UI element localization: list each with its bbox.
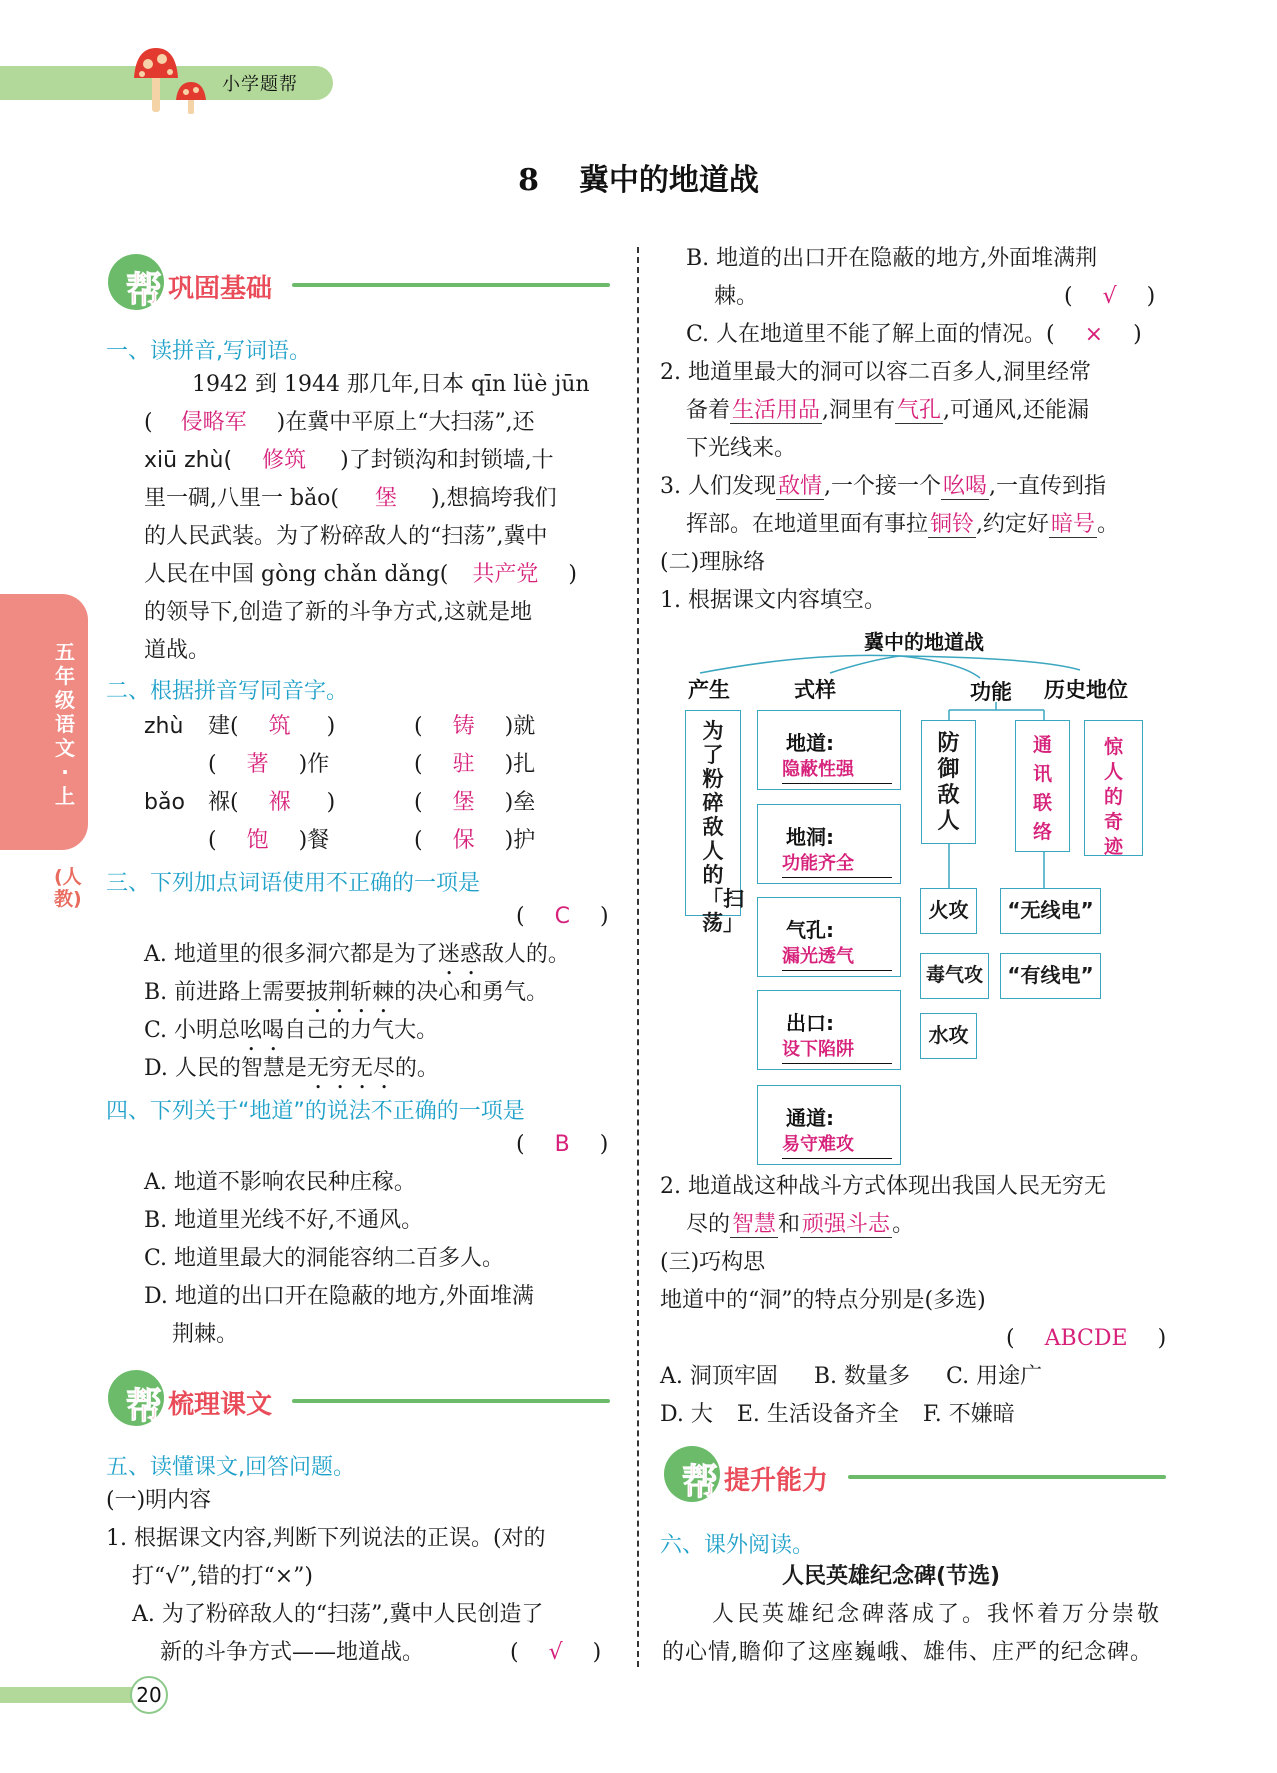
text: 。 [1097,512,1120,537]
attack-box: 毒气攻 [920,953,989,999]
answer-blank[interactable]: C [554,904,570,929]
style-key: 气孔: [786,918,834,942]
text: ( [414,828,423,853]
answer-blank[interactable]: 侵略军 [180,410,247,435]
reading-line: 人民英雄纪念碑落成了。我怀着万分崇敬 [712,1602,1163,1627]
history-answer[interactable]: 惊人的奇迹 [1103,736,1123,858]
text: )护 [504,828,536,853]
answer-blank[interactable]: 饱 [246,828,269,853]
diagram-root: 冀中的地道战 [864,630,984,654]
answer-blank[interactable]: ABCDE [1044,1326,1128,1351]
text: 褓( [208,790,239,815]
q5-line: C. 人在地道里不能了解上面的情况。( × ) [686,322,1142,347]
text: 和 [778,1212,801,1237]
homophone-item [208,788,335,818]
q5-line: 1. 根据课文内容,判断下列说法的正误。(对的 [106,1526,546,1551]
answer-blank[interactable]: 堡 [452,790,475,815]
q4-option: D. 地道的出口开在隐蔽的地方,外面堆满 [144,1284,534,1309]
style-box [757,897,901,977]
text: 。 [892,1212,915,1237]
q3-option [144,978,548,1018]
q3-option [144,1016,438,1056]
q1-line [144,560,577,590]
q4-option: 荆棘。 [172,1322,239,1347]
text: C. 小明总 [144,1018,241,1043]
choice: F. 不嫌暗 [922,1402,1015,1427]
q5-line [686,1210,914,1240]
text: 的。 [394,1056,439,1081]
answer-blank[interactable]: 铜铃 [930,512,975,537]
q5-line [686,510,1119,540]
section-banner-basics [108,254,610,314]
diagram-category: 产生 [688,678,730,702]
style-answer[interactable]: 易守难攻 [782,1130,892,1159]
q1-line: 道战。 [144,638,211,663]
lesson-number: 8 [518,163,539,198]
text: ),想搞垮我们 [431,486,557,511]
homophone-item [208,750,329,780]
q5-line [686,396,1089,426]
style-box [757,1085,901,1165]
text: ,可通风,还能漏 [943,398,1090,423]
q3-option [144,940,570,980]
text: ) [326,790,336,815]
q3-option [144,1054,439,1094]
q6-heading: 六、课外阅读。 [660,1533,815,1558]
answer-blank[interactable]: 共产党 [472,562,539,587]
text: C. 人在地道里不能了解上面的情况。( [686,322,1055,347]
banner-line [292,1399,610,1403]
q1-line: 的领导下,创造了新的斗争方式,这就是地 [144,600,532,625]
answer-blank[interactable]: 筑 [268,714,291,739]
text: ,一直传到指 [989,474,1107,499]
brand-label: 小学题帮 [222,74,298,95]
choice: E. 生活设备齐全 [736,1402,899,1427]
section-banner-improve [664,1446,1166,1506]
text: ,洞里有 [822,398,896,423]
sub-heading: (一)明内容 [106,1488,212,1513]
text: )就 [504,714,536,739]
sub-heading: (三)巧构思 [660,1250,766,1275]
q1-line [144,484,557,514]
answer-blank[interactable]: 敌情 [777,474,822,499]
answer-blank[interactable]: 铸 [452,714,475,739]
q1-line: 的人民武装。为了粉碎敌人的“扫荡”,冀中 [144,524,548,549]
lesson-title: 冀中的地道战 [578,163,759,198]
style-key: 地道: [786,731,834,755]
attack-box: 火攻 [920,888,977,934]
answer-blank[interactable]: B [554,1132,570,1157]
choice-row [660,1400,1015,1430]
q1-line [144,446,554,476]
q4-option: A. 地道不影响农民种庄稼。 [144,1170,416,1195]
diagram-category: 式样 [794,678,836,702]
q4-option: C. 地道里最大的洞能容纳二百多人。 [144,1246,505,1271]
connector [830,656,900,673]
page-number: 20 [130,1676,168,1714]
q4-answer-bracket: ( B ) [516,1132,609,1157]
function-box [1015,720,1070,852]
style-key: 通道: [786,1106,834,1130]
connector [700,655,900,673]
banner-title: 巩固基础 [168,274,273,304]
answer-blank[interactable]: 顽强斗志 [802,1212,891,1237]
mushroom-icon [130,44,220,114]
q5-line: 2. 地道战这种战斗方式体现出我国人民无穷无 [660,1174,1106,1199]
dotted-word: 迷惑 [437,942,482,967]
banner-bang-glyph: 帮 [126,1386,163,1427]
function-answer[interactable]: 通讯联络 [1032,734,1052,843]
q1-heading: 一、读拼音,写词语。 [106,339,311,364]
answer-blank[interactable]: 暗号 [1051,512,1096,537]
homophone-item [414,750,535,780]
judge-bracket: ( √ ) [1064,284,1156,309]
text: )了封锁沟和封锁墙,十 [340,448,554,473]
text: ( [414,790,423,815]
style-answer[interactable]: 设下陷阱 [782,1035,892,1064]
text: )扎 [504,752,536,777]
page-title [0,155,1277,199]
q1-line [144,408,535,438]
answer-blank[interactable]: 著 [246,752,269,777]
style-key: 出口: [786,1011,834,1035]
style-key: 地洞: [786,825,834,849]
text: )餐 [298,828,330,853]
origin-box [685,710,744,935]
q2-heading: 二、根据拼音写同音字。 [106,679,349,704]
banner-title: 梳理课文 [168,1390,273,1420]
structure-diagram [660,622,1160,1162]
text: A. 地道里的很多洞穴都是为了 [144,942,438,967]
style-answer[interactable]: 功能齐全 [782,849,892,878]
q4-option: B. 地道里光线不好,不通风。 [144,1208,424,1233]
banner-bang-glyph: 帮 [682,1462,719,1503]
text: D. 人民的智慧是 [144,1056,307,1081]
text: )作 [298,752,330,777]
choice-row [660,1362,1042,1392]
dotted-word: 披荆斩棘 [306,980,395,1005]
comm-box: “有线电” [1000,953,1101,999]
style-box [757,710,901,790]
banner-line [292,283,610,287]
text: ) [568,562,577,587]
answer-blank[interactable]: 保 [452,828,475,853]
choice: B. 数量多 [813,1364,911,1389]
choice: D. 大 [660,1402,713,1427]
dotted-word: 无穷无尽 [306,1056,395,1081]
pinyin-label: zhù [144,714,184,739]
text: ( [208,752,217,777]
text: 里一碉,八里一 bǎo( [144,486,340,511]
banner-bang-glyph: 帮 [126,270,163,311]
answer-blank[interactable]: 驻 [452,752,475,777]
text: 敌人的。 [481,942,570,967]
footer-bar [0,1687,132,1703]
text: )垒 [504,790,536,815]
q5-line: 1. 根据课文内容填空。 [660,588,886,613]
homophone-item [208,712,335,742]
q5-heading: 五、读懂课文,回答问题。 [106,1455,355,1480]
sub-heading: (二)理脉络 [660,550,766,575]
function-text: 防御敌人 [937,731,960,834]
q1-line: 1942 到 1944 那几年,日本 qīn lüè jūn [192,372,590,397]
text: 3. 人们发现 [660,474,776,499]
reading-line: 的心情,瞻仰了这座巍峨、雄伟、庄严的纪念碑。 [662,1640,1153,1665]
text: ( [414,714,423,739]
multi-answer-bracket: ( ABCDE ) [1006,1326,1167,1351]
banner-title: 提升能力 [724,1466,829,1496]
text: ( [144,410,153,435]
q3-answer-bracket: ( C ) [516,904,609,929]
answer-blank[interactable]: 堡 [375,486,398,511]
answer-blank[interactable]: 褓 [268,790,291,815]
style-box [757,804,901,884]
text: xiū zhù( [144,448,233,473]
answer-blank[interactable]: √ [548,1640,563,1665]
comm-box: “无线电” [1000,888,1101,934]
text: 尽的 [686,1212,731,1237]
text: 建( [208,714,239,739]
pinyin-label: bǎo [144,790,185,815]
q4-heading: 四、下列关于“地道”的说法不正确的一项是 [106,1099,525,1124]
text: ,约定好 [976,512,1050,537]
connector [900,656,1080,670]
text: B. 前进路上需要 [144,980,307,1005]
text: 自己的力气大。 [284,1018,439,1043]
homophone-item [208,826,329,856]
diagram-category: 历史地位 [1044,678,1128,702]
section-banner-review [108,1370,610,1430]
q5-line: 棘。 [714,284,759,309]
style-answer[interactable]: 漏光透气 [782,942,892,971]
q5-line: 2. 地道里最大的洞可以容二百多人,洞里经常 [660,360,1091,385]
choice: A. 洞顶牢固 [660,1364,778,1389]
answer-blank[interactable]: 气孔 [897,398,942,423]
connector [900,656,980,678]
q5-line: 打“√”,错的打“×”) [132,1564,314,1589]
text: ,一个接一个 [824,474,941,499]
text: ( [414,752,423,777]
side-tab-publisher: (人教) [54,866,82,910]
homophone-item [414,712,535,742]
answer-blank[interactable]: 修筑 [262,448,307,473]
history-box [1084,720,1143,856]
judge-bracket: ( √ ) [510,1640,602,1665]
text: 的决心和勇气。 [394,980,549,1005]
q5-line [660,472,1106,502]
text: 人民在中国 gòng chǎn dǎng( [144,562,449,587]
dotted-word: 吆喝 [240,1018,285,1043]
answer-blank[interactable]: 生活用品 [732,398,821,423]
q5-line: B. 地道的出口开在隐蔽的地方,外面堆满荆 [686,246,1098,271]
attack-box: 水攻 [920,1013,977,1059]
reading-title: 人民英雄纪念碑(节选) [782,1564,1001,1589]
style-box [757,990,901,1070]
choice: C. 用途广 [946,1364,1043,1389]
banner-line [848,1475,1166,1479]
q5-line: A. 为了粉碎敌人的“扫荡”,冀中人民创造了 [132,1602,544,1627]
q5-line: 新的斗争方式——地道战。 [160,1640,425,1665]
style-answer[interactable]: 隐蔽性强 [782,755,892,784]
q3-heading: 三、下列加点词语使用不正确的一项是 [106,871,481,896]
answer-blank[interactable]: × [1084,322,1104,347]
text: 备着 [686,398,731,423]
answer-blank[interactable]: 智慧 [732,1212,777,1237]
side-tab-grade: 五年级语文·上 [55,640,75,808]
diagram-category: 功能 [970,680,1012,704]
homophone-item [414,788,535,818]
origin-text: 为了粉碎敌人的「扫荡」 [702,719,744,935]
column-divider [637,247,639,1667]
text: 挥部。在地道里面有事拉 [686,512,929,537]
function-box [921,720,976,844]
text: )在冀中平原上“大扫荡”,还 [276,410,535,435]
q5-line: 下光线来。 [686,436,797,461]
answer-blank[interactable]: √ [1102,284,1117,309]
text: ( [208,828,217,853]
homophone-item [414,826,535,856]
text: ) [326,714,336,739]
q5-line: 地道中的“洞”的特点分别是(多选) [660,1288,986,1313]
answer-blank[interactable]: 吆喝 [943,474,988,499]
